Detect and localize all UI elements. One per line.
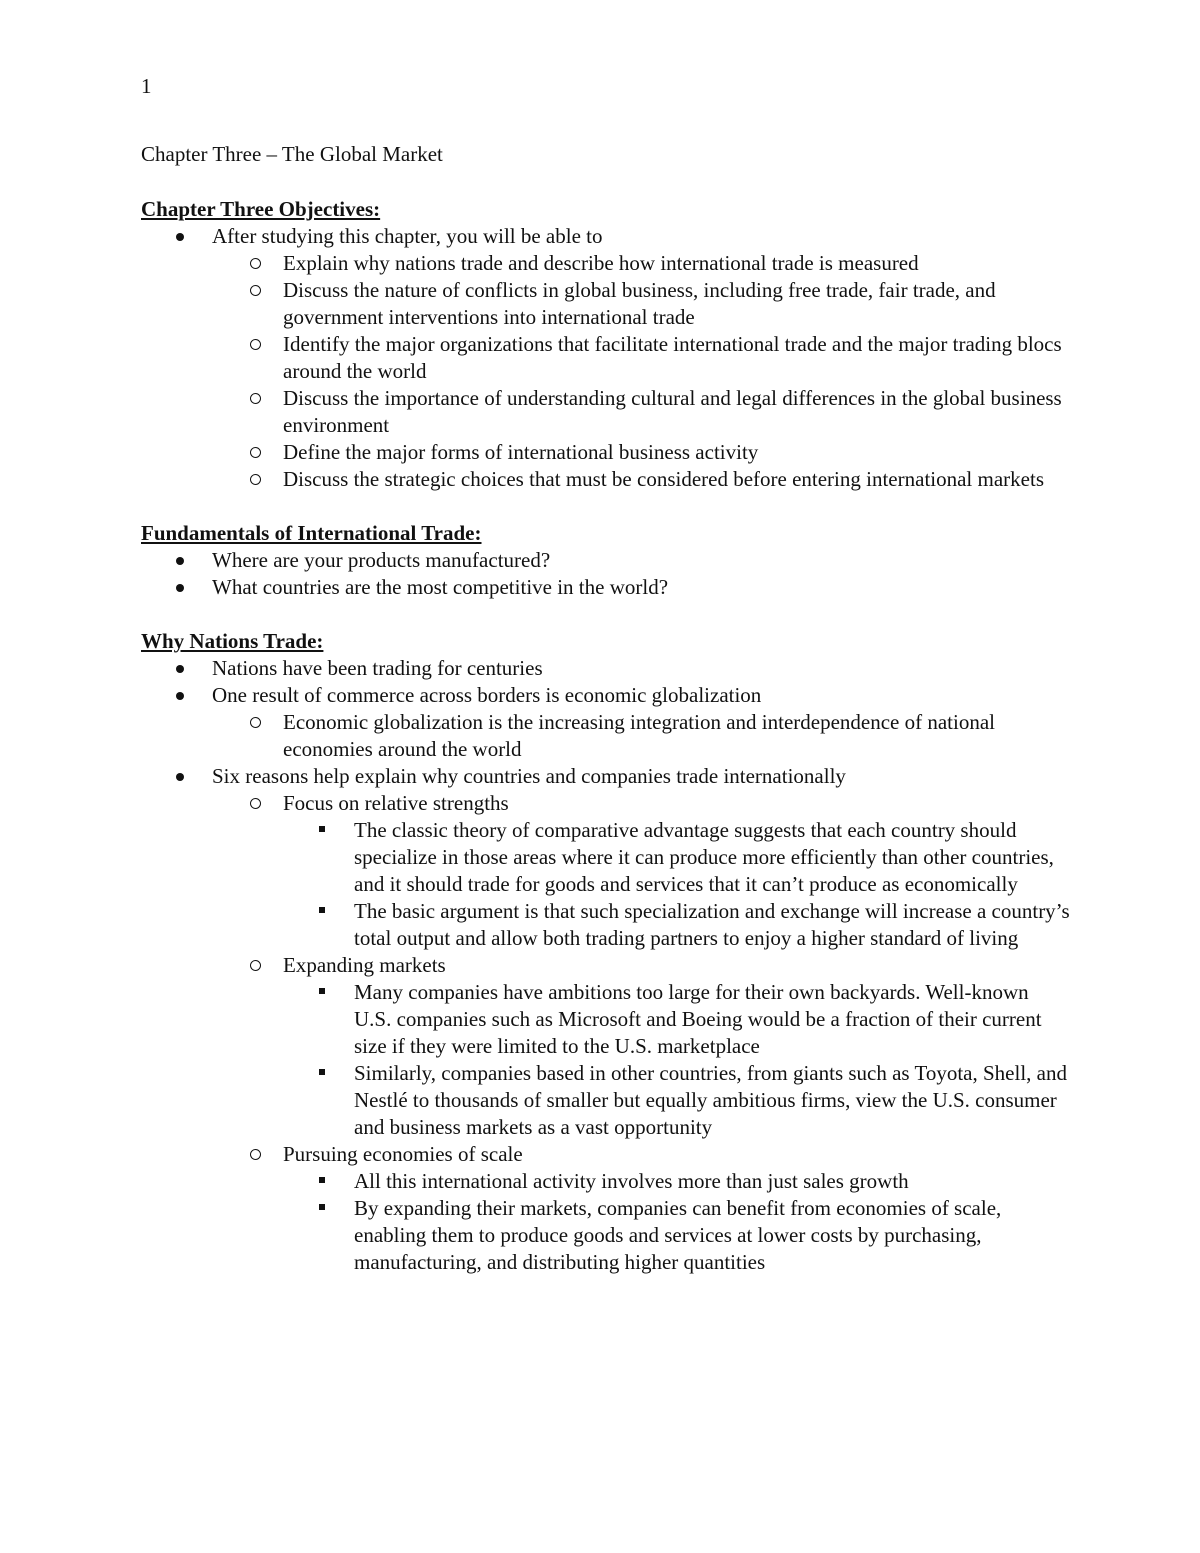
square-bullet-icon [319, 1204, 325, 1210]
list-item-text: Expanding markets [283, 953, 446, 977]
list-item-text: Economic globalization is the increasing integration and interdependence of national economies around the world [283, 710, 996, 761]
bullet-icon [176, 692, 184, 700]
document-title: Chapter Three – The Global Market [141, 142, 443, 166]
document-body [141, 141, 1071, 1276]
list-item-text: Discuss the nature of conflicts in global business, including free trade, fair trade, and government interventions into international trade [283, 278, 996, 329]
bullet-icon [176, 665, 184, 673]
list-item-text: Focus on relative strengths [283, 791, 509, 815]
list-item [212, 250, 1071, 277]
list-item [283, 898, 1071, 952]
bullet-icon [176, 773, 184, 781]
list-item [283, 1195, 1071, 1276]
list-item-text: The classic theory of comparative advantage suggests that each country should specialize in those areas where it can produce more efficiently than other countries, and it should trade for goods and services that it can’t produce as economically [354, 818, 1054, 896]
circle-bullet-icon [250, 474, 261, 485]
bullet-icon [176, 557, 184, 565]
section-heading: Why Nations Trade: [141, 629, 324, 653]
list-item [212, 439, 1071, 466]
spacer [141, 493, 1071, 520]
circle-bullet-icon [250, 798, 261, 809]
circle-bullet-icon [250, 717, 261, 728]
list-item [283, 1168, 1071, 1195]
list-item [212, 331, 1071, 385]
list-item [212, 709, 1071, 763]
sub-list [141, 709, 1071, 763]
square-bullet-icon [319, 907, 325, 913]
section-heading: Fundamentals of International Trade: [141, 521, 482, 545]
spacer [141, 601, 1071, 628]
list-item-text: Similarly, companies based in other countries, from giants such as Toyota, Shell, and Nestlé to thousands of smaller but equally ambitious firms, view the U.S. consumer and business markets as a vast opportunity [354, 1061, 1067, 1139]
list-item [212, 952, 1071, 1141]
circle-bullet-icon [250, 258, 261, 269]
list-item-text: By expanding their markets, companies can benefit from economies of scale, enabling them to produce goods and services at lower costs by purchasing, manufacturing, and distributing higher quantities [354, 1196, 1002, 1274]
list-item-text: One result of commerce across borders is economic globalization [212, 683, 762, 707]
sub-sub-list [212, 979, 1071, 1141]
bullet-list [141, 223, 1071, 493]
list-item [283, 1060, 1071, 1141]
circle-bullet-icon [250, 339, 261, 350]
list-item [212, 790, 1071, 952]
bullet-icon [176, 584, 184, 592]
list-item [212, 1141, 1071, 1276]
list-item [141, 655, 1071, 682]
list-item [141, 763, 1071, 1276]
section-heading: Chapter Three Objectives: [141, 197, 381, 221]
sub-sub-list [212, 817, 1071, 952]
list-item [283, 979, 1071, 1060]
list-item-text: Nations have been trading for centuries [212, 656, 543, 680]
sub-list [141, 250, 1071, 493]
list-item-text: After studying this chapter, you will be able to [212, 224, 603, 248]
bullet-icon [176, 233, 184, 241]
list-item-text: Explain why nations trade and describe how international trade is measured [283, 251, 919, 275]
circle-bullet-icon [250, 1149, 261, 1160]
page-number: 1 [141, 74, 152, 98]
list-item [212, 466, 1071, 493]
section-objectives [141, 196, 1071, 493]
list-item-text: Discuss the importance of understanding cultural and legal differences in the global business environment [283, 386, 1062, 437]
list-item [141, 223, 1071, 493]
square-bullet-icon [319, 826, 325, 832]
list-item-text: Identify the major organizations that facilitate international trade and the major trading blocs around the world [283, 332, 1062, 383]
bullet-list [141, 547, 1071, 601]
list-item-text: Discuss the strategic choices that must be considered before entering international markets [283, 467, 1044, 491]
list-item [283, 817, 1071, 898]
list-item-text: Define the major forms of international business activity [283, 440, 759, 464]
list-item-text: Six reasons help explain why countries and companies trade internationally [212, 764, 846, 788]
section-fundamentals [141, 520, 1071, 601]
list-item [141, 682, 1071, 763]
square-bullet-icon [319, 1177, 325, 1183]
list-item-text: The basic argument is that such specialization and exchange will increase a country’s total output and allow both trading partners to enjoy a higher standard of living [354, 899, 1070, 950]
square-bullet-icon [319, 1069, 325, 1075]
list-item [212, 385, 1071, 439]
square-bullet-icon [319, 988, 325, 994]
list-item-text: Many companies have ambitions too large for their own backyards. Well-known U.S. companies such as Microsoft and Boeing would be a fraction of their current size if they were limited to the U.S. marketplace [354, 980, 1042, 1058]
bullet-list [141, 655, 1071, 1276]
list-item [141, 574, 1071, 601]
list-item-text: All this international activity involves more than just sales growth [354, 1169, 909, 1193]
circle-bullet-icon [250, 960, 261, 971]
circle-bullet-icon [250, 393, 261, 404]
circle-bullet-icon [250, 447, 261, 458]
sub-sub-list [212, 1168, 1071, 1276]
circle-bullet-icon [250, 285, 261, 296]
sub-list [141, 790, 1071, 1276]
list-item-text: Pursuing economies of scale [283, 1142, 523, 1166]
list-item-text: Where are your products manufactured? [212, 548, 551, 572]
section-why-nations-trade [141, 628, 1071, 1276]
list-item [212, 277, 1071, 331]
list-item-text: What countries are the most competitive in the world? [212, 575, 669, 599]
list-item [141, 547, 1071, 574]
